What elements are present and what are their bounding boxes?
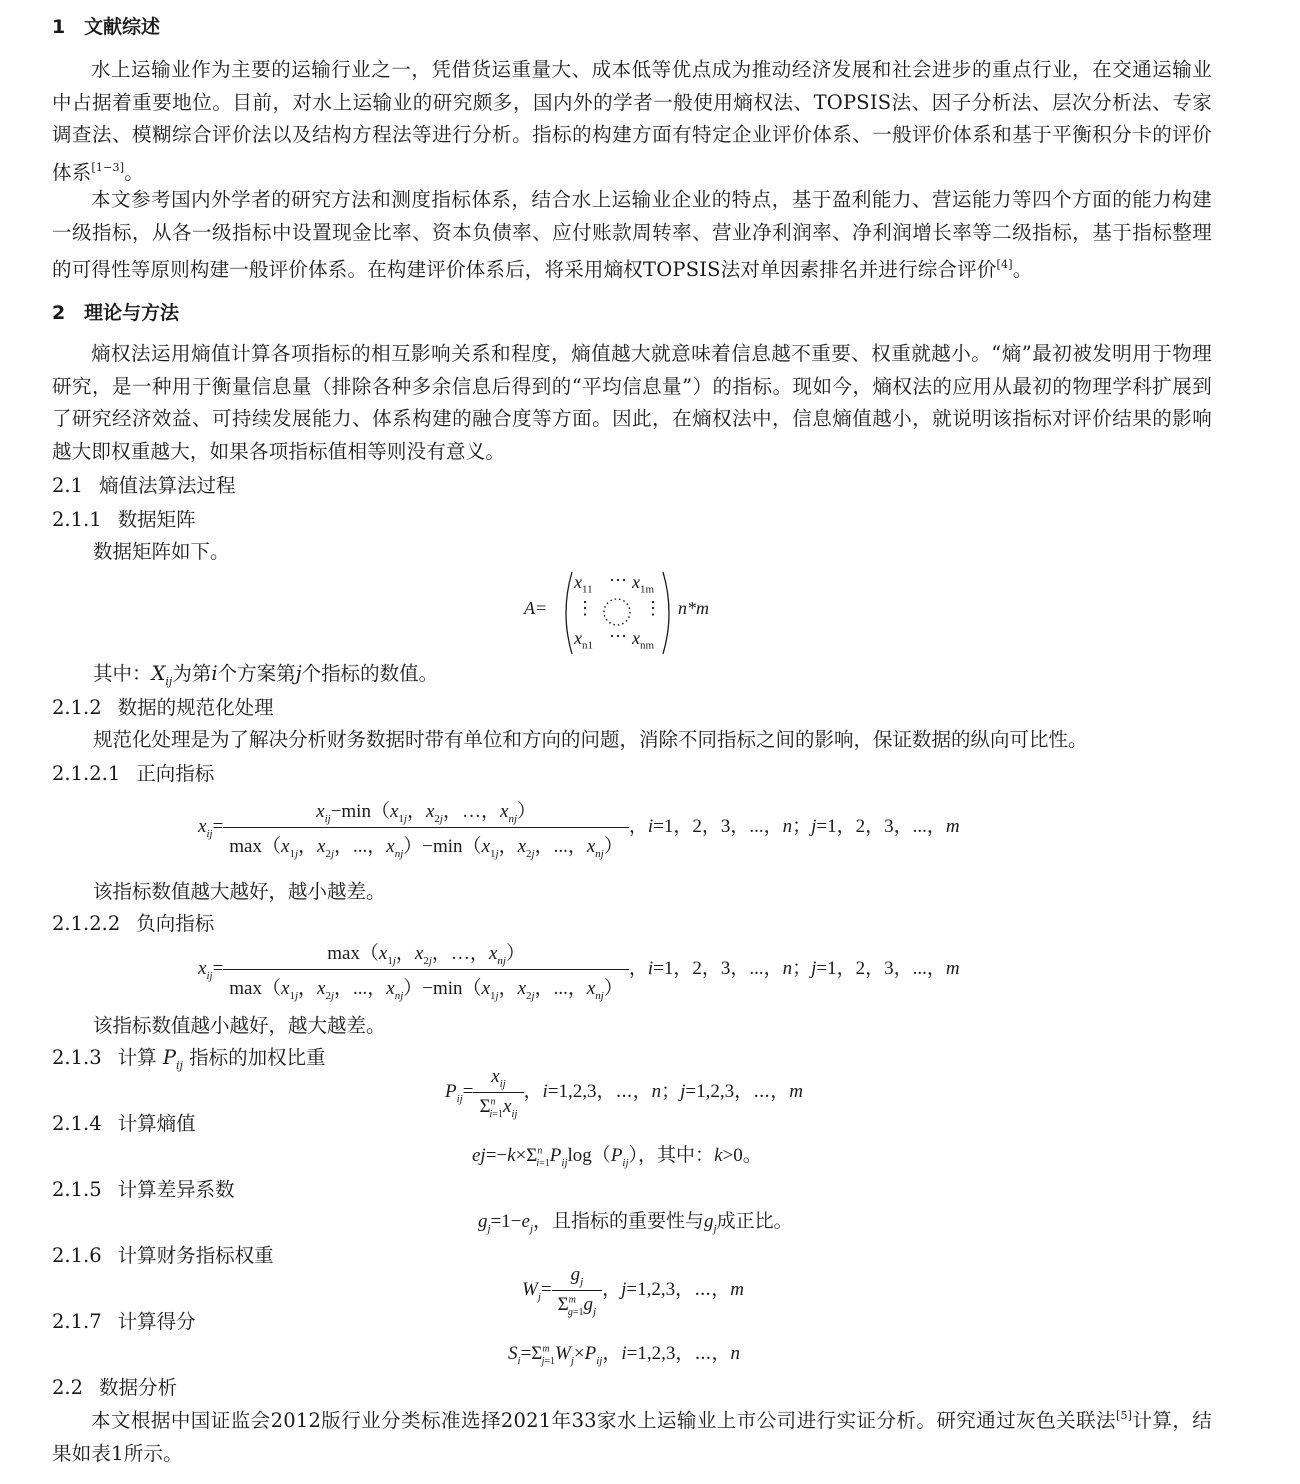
- paragraph-3: [52, 338, 1212, 468]
- paragraph-text: 水上运输业作为主要的运输行业之一，凭借货运重量大、成本低等优点成为推动经济发展和社会进步的重点行业，在交通运输业中占据着重要地位。目前，对水上运输业的研究颇多，国内外的学者一般使用熵权法、TOPSIS法、因子分析法、层次分析法、专家调查法、模糊综合评价法以及结构方程法等进行分析。指标的构建方面有特定企业评价体系、一般评价体系和基于平衡积分卡的评价体系: [52, 58, 1212, 184]
- subsection-2-1-4: [52, 1108, 196, 1136]
- formula-negative-indicator: $x_{ij}=$ $\frac{\max(x_{1j},x_{2j},\dots,x_{nj})}{\max(x_{1j},x_{2j},...,x_{nj})-\min(x_{1j},x_{2j},...,x_{nj})}$ ，i=1，2，3，...，n；j=1，2，3，...，m: [198, 938, 960, 1002]
- subsection-title: 熵值法算法过程: [99, 474, 236, 497]
- paragraph-end: 。: [1012, 258, 1033, 281]
- subsection-title: 数据的规范化处理: [117, 696, 274, 719]
- matrix-vdots-left: ⋮: [576, 598, 594, 618]
- subsection-2-1: [52, 470, 236, 498]
- citation: [4]: [996, 258, 1013, 271]
- matrix-lhs: A=: [524, 598, 548, 618]
- matrix-hdots-top: ⋯: [609, 570, 627, 590]
- subsection-number: 2.1: [52, 474, 84, 497]
- formula-pij: $P_{ij}=$ $\frac{x_{ij}}{\Sigma^n_{i=1}x_{ij}}$ ，i=1,2,3，⋯，n；j=1,2,3，⋯，m: [445, 1066, 803, 1120]
- subsection-number: 2.1.2: [52, 696, 102, 719]
- subsection-number: 2.1.6: [52, 1244, 102, 1267]
- matrix-note: 其中：$X_{ij}$为第i个方案第j个指标的数值。: [93, 662, 439, 688]
- subsection-number: 2.1.4: [52, 1112, 102, 1135]
- section-title: 理论与方法: [84, 302, 180, 324]
- subsection-2-1-2: [52, 692, 274, 720]
- subsection-2-2: [52, 1372, 177, 1400]
- subsection-title: 计算得分: [117, 1310, 196, 1333]
- paragraph-text: 熵权法运用熵值计算各项指标的相互影响关系和程度，熵值越大就意味着信息越不重要、权重就越小。“熵”最初被发明用于物理研究，是一种用于衡量信息量（排除各种多余信息后得到的“平均信息量”）的指标。现如今，熵权法的应用从最初的物理学科扩展到了研究经济效益、可持续发展能力、体系构建的融合度等方面。因此，在熵权法中，信息熵值越小，就说明该指标对评价结果的影响越大即权重越大，如果各项指标值相等则没有意义。: [52, 342, 1212, 463]
- subsection-number: 2.1.5: [52, 1178, 102, 1201]
- formula-difference: $g_j=1-e_j$，且指标的重要性与$g_j$成正比。: [478, 1211, 793, 1235]
- paragraph-text: 本文参考国内外学者的研究方法和测度指标体系，结合水上运输业企业的特点，基于盈利能力、营运能力等四个方面的能力构建一级指标，从各一级指标中设置现金比率、资本负债率、应付账款周转率、营业净利润率、净利润增长率等二级指标，基于指标整理的可得性等原则构建一般评价体系。在构建评价体系后，将采用熵权TOPSIS法对单因素排名并进行综合评价: [52, 188, 1212, 281]
- matrix-xn1: $x_{n1}$: [574, 628, 593, 652]
- matrix-x1m: $x_{1m}$: [632, 572, 655, 596]
- matrix-x11: $x_{11}$: [574, 572, 593, 596]
- subsection-2-1-7: [52, 1306, 196, 1334]
- paragraph-2: [52, 184, 1212, 287]
- subsection-title: 数据矩阵: [117, 508, 196, 531]
- formula-score: $S_i=\Sigma^m_{j=1}W_j\times P_{ij}$，i=1,2,3，⋯，n: [508, 1343, 740, 1367]
- section-2-heading: [52, 298, 179, 325]
- citation: [5]: [1115, 1409, 1133, 1422]
- section-number: 2: [52, 302, 66, 324]
- matrix-vdots-right: ⋮: [644, 598, 662, 618]
- subsection-2-1-6: [52, 1240, 274, 1268]
- subsection-title: 负向指标: [136, 912, 215, 935]
- matrix-dimension: n*m: [678, 598, 709, 618]
- paragraph-last: [52, 1400, 1212, 1470]
- subsection-2-1-3: 2.1.3 计算 $P_{ij}$ 指标的加权比重: [52, 1046, 326, 1072]
- subsection-number: 2.1.2.1: [52, 762, 121, 785]
- formula-positive-indicator: $x_{ij}=$ $\frac{x_{ij}-\min(x_{1j},x_{2j},\dots,x_{nj})}{\max(x_{1j},x_{2j},...,x_{nj})-\min(x_{1j},x_{2j},...,x_{nj})}$ ，i=1，2，3，...，n；j=1，2，3，...，m: [198, 796, 960, 860]
- paragraph-end: 。: [124, 160, 144, 184]
- formula-entropy: $ej=-k\times\Sigma^n_{i=1}P_{ij}\log(P_{ij})$，其中：k>0。: [472, 1145, 762, 1169]
- subsection-number: 2.1.7: [52, 1310, 102, 1333]
- subsection-number: 2.1.1: [52, 508, 102, 531]
- paragraph-end: 计算，结果如表1所示。: [52, 1409, 1212, 1465]
- subsection-number: 2.2: [52, 1376, 84, 1399]
- subsection-title: 数据分析: [99, 1376, 178, 1399]
- section-number: 1: [52, 16, 66, 38]
- paragraph-1: [52, 54, 1212, 189]
- negative-note: 该指标数值越小越好，越大越差。: [93, 1014, 386, 1037]
- subsection-title: 计算财务指标权重: [117, 1244, 274, 1267]
- subsection-2-1-1: [52, 504, 196, 532]
- subsection-number: 2.1.2.2: [52, 912, 121, 935]
- subsection-2-1-5: [52, 1174, 235, 1202]
- paragraph-text: 本文根据中国证监会2012版行业分类标准选择2021年33家水上运输业上市公司进行实证分析。研究通过灰色关联法: [91, 1409, 1116, 1432]
- subsection-title: 计算熵值: [117, 1112, 196, 1135]
- matrix-intro: 数据矩阵如下。: [93, 540, 230, 563]
- formula-weight: $W_j=$ $\frac{g_j}{\Sigma^m_{g=1}g_j}$ ，j=1,2,3，⋯，m: [522, 1264, 744, 1318]
- subsection-number: 2.1.3: [52, 1046, 102, 1069]
- citation: [1−3]: [91, 160, 125, 174]
- subsection-2-1-2-2: [52, 908, 214, 936]
- section-1-heading: [52, 12, 160, 39]
- positive-note: 该指标数值越大越好，越小越差。: [93, 880, 386, 903]
- matrix-xnm: $x_{nm}$: [632, 628, 655, 652]
- subsection-2-1-2-1: [52, 758, 214, 786]
- normalization-text: 规范化处理是为了解决分析财务数据时带有单位和方向的问题，消除不同指标之间的影响，保证数据的纵向可比性。: [93, 728, 1088, 751]
- section-title: 文献综述: [84, 16, 161, 38]
- subsection-title: 计算差异系数: [117, 1178, 235, 1201]
- subsection-title: 正向指标: [136, 762, 215, 785]
- matrix-hdots-bottom: ⋯: [609, 626, 627, 646]
- data-matrix: [520, 570, 720, 656]
